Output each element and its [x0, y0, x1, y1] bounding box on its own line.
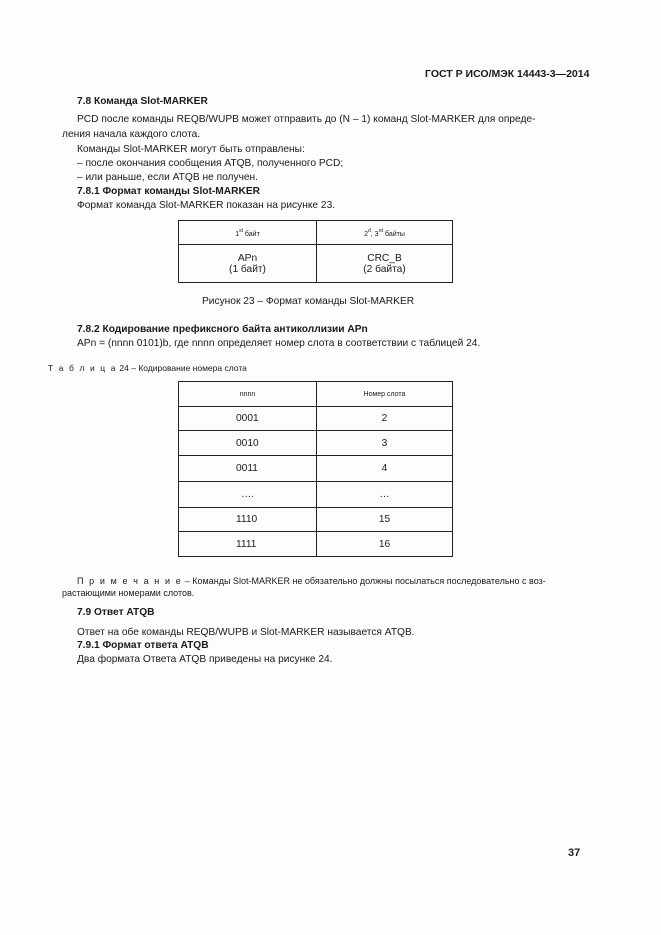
page-number: 37	[568, 847, 581, 859]
table-cell: 15	[317, 508, 453, 532]
table-row	[179, 456, 453, 482]
table-cell: 1110	[179, 508, 317, 532]
table-row	[179, 508, 453, 532]
section-7-8-2-title: 7.8.2 Кодирование префиксного байта антиколлизии APn	[77, 324, 368, 335]
table-24-caption: Т а б л и ц а 24 – Кодирование номера слота	[48, 363, 247, 373]
note: П р и м е ч а н и е – Команды Slot-MARKER не обязательно должны посылаться последовательно с воз-	[77, 576, 546, 586]
paragraph-line: ления начала каждого слота.	[62, 129, 201, 140]
table-row	[179, 482, 453, 508]
section-7-9-1-title: 7.9.1 Формат ответа ATQB	[77, 640, 209, 651]
figure-header-cell: 1st байт	[179, 221, 317, 245]
table-row	[179, 407, 453, 431]
figure-cell: CRC_B (2 байта)	[317, 245, 453, 283]
section-7-8-title: 7.8 Команда Slot-MARKER	[77, 96, 208, 107]
table-header-cell: Номер слота	[317, 382, 453, 407]
figure-cell: APn (1 байт)	[179, 245, 317, 283]
table-cell: 0010	[179, 431, 317, 456]
paragraph: Команды Slot-MARKER могут быть отправлены:	[77, 144, 305, 155]
table-row	[179, 532, 453, 557]
table-row	[179, 431, 453, 456]
table-cell: 2	[317, 407, 453, 431]
note-continuation: растающими номерами слотов.	[62, 588, 195, 598]
section-7-8-1-title: 7.8.1 Формат команды Slot-MARKER	[77, 186, 260, 197]
table-cell: ….	[179, 482, 317, 508]
list-item: – или раньше, если ATQB не получен.	[77, 172, 259, 183]
paragraph-line: PCD после команды REQB/WUPB может отправить до (N – 1) команд Slot-MARKER для опреде-	[77, 114, 536, 125]
paragraph: Формат команда Slot-MARKER показан на рисунке 23.	[77, 200, 336, 211]
paragraph: APn = (nnnn 0101)b, где nnnn определяет номер слота в соответствии с таблицей 24.	[77, 338, 481, 349]
figure-23-table	[178, 220, 453, 283]
figure-header-cell: 2$^d$, 3rd байты	[317, 221, 453, 245]
document-header: ГОСТ Р ИСО/МЭК 14443-3—2014	[425, 68, 590, 80]
section-7-9-title: 7.9 Ответ ATQB	[77, 607, 155, 618]
table-cell: 16	[317, 532, 453, 557]
table-header-cell: nnnn	[179, 382, 317, 407]
table-cell: 3	[317, 431, 453, 456]
paragraph: Ответ на обе команды REQB/WUPB и Slot-MARKER называется ATQB.	[77, 627, 415, 638]
paragraph: Два формата Ответа ATQB приведены на рисунке 24.	[77, 654, 333, 665]
table-24	[178, 381, 453, 557]
table-cell: …	[317, 482, 453, 508]
table-cell: 0011	[179, 456, 317, 482]
list-item: – после окончания сообщения ATQB, полученного PCD;	[77, 158, 344, 169]
table-cell: 4	[317, 456, 453, 482]
table-cell: 0001	[179, 407, 317, 431]
figure-caption: Рисунок 23 – Формат команды Slot-MARKER	[202, 296, 415, 307]
table-cell: 1111	[179, 532, 317, 557]
